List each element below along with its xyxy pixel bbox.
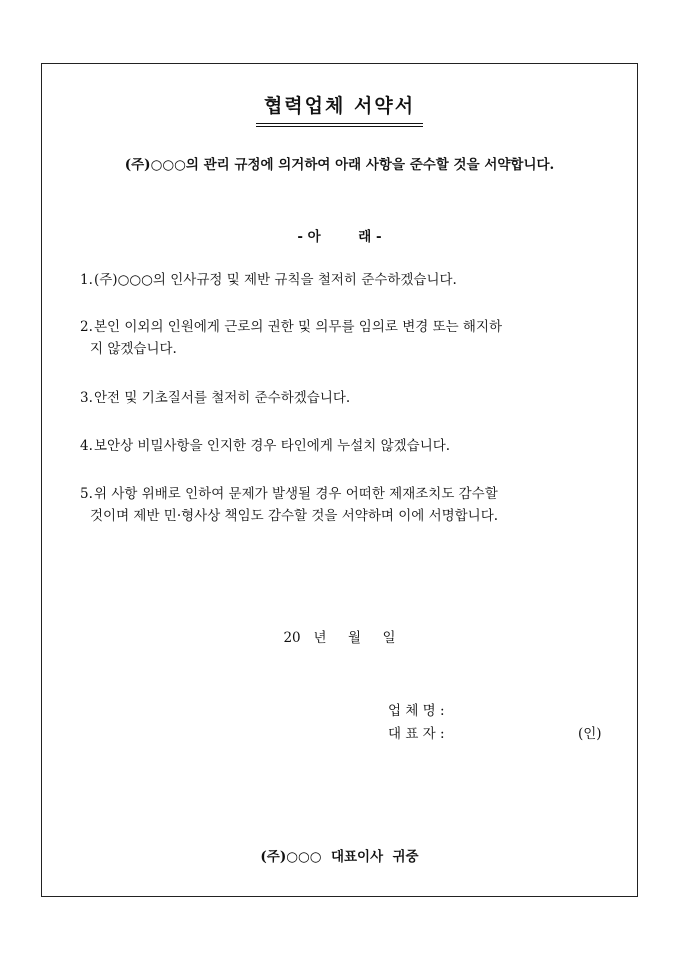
item-number: 4. (80, 438, 93, 454)
list-item (80, 387, 620, 409)
title-container (42, 91, 637, 127)
item-number: 3. (80, 390, 93, 406)
item-number: 5. (80, 486, 93, 502)
seal-mark: (인) (578, 726, 602, 742)
item-text: 안전 및 기초질서를 철저히 준수하겠습니다. (94, 390, 351, 406)
addressee: (주)○○○ 대표이사 귀중 (260, 849, 419, 865)
date-line: 20 년 월 일 (283, 630, 396, 646)
document-title: 협력업체 서약서 (256, 91, 423, 127)
list-item (80, 483, 620, 527)
intro-statement: (주)○○○의 관리 규정에 의거하여 아래 사항을 준수할 것을 서약합니다. (124, 157, 555, 173)
list-item (80, 435, 620, 457)
item-number: 2. (80, 319, 93, 335)
item-number: 1. (80, 272, 93, 288)
section-heading: - 아 래 - (297, 229, 382, 245)
item-text: 위 사항 위배로 인하여 문제가 발생될 경우 어떠한 제재조치도 감수할 (94, 486, 498, 502)
list-item (80, 269, 620, 291)
item-text: 본인 이외의 인원에게 근로의 권한 및 의무를 임의로 변경 또는 해지하 (94, 319, 503, 335)
representative-label: 대 표 자 : (388, 726, 445, 742)
item-text-continued: 지 않겠습니다. (90, 341, 177, 357)
company-name-label: 업 체 명 : (388, 703, 445, 719)
item-text: 보안상 비밀사항을 인지한 경우 타인에게 누설치 않겠습니다. (94, 438, 451, 454)
item-text: (주)○○○의 인사규정 및 제반 규칙을 철저히 준수하겠습니다. (94, 272, 457, 288)
list-item (80, 316, 620, 360)
document-frame (41, 63, 638, 897)
item-text-continued: 것이며 제반 민·형사상 책임도 감수할 것을 서약하며 이에 서명합니다. (90, 508, 499, 524)
